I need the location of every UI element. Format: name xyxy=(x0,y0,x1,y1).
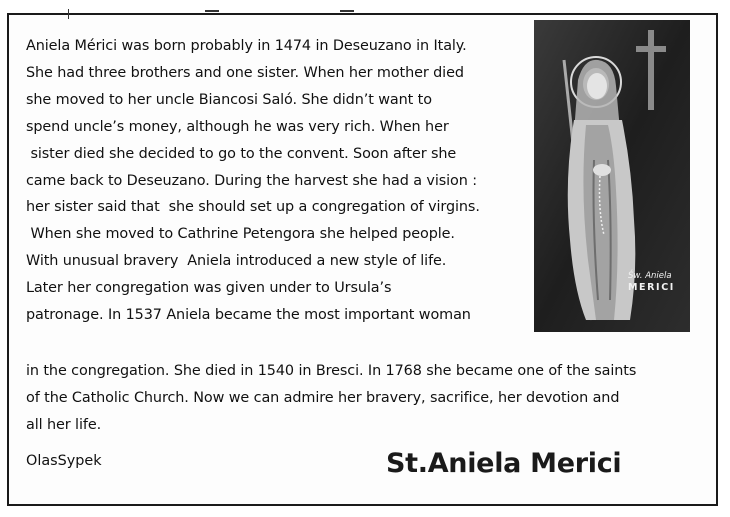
article-line: in the congregation. She died in 1540 in Bresci. In 1768 she became one of the saints xyxy=(26,363,637,379)
portrait-caption-name: Św. Aniela xyxy=(628,271,672,281)
article-line: she moved to her uncle Biancosi Saló. She didn’t want to xyxy=(26,91,432,108)
article-body-continued xyxy=(26,358,706,439)
article-line: came back to Deseuzano. During the harvest she had a vision : xyxy=(26,172,477,189)
article-title: St.Aniela Merici xyxy=(386,448,622,479)
article-line: her sister said that she should set up a congregation of virgins. xyxy=(26,199,480,216)
portrait-caption-surname: MERICI xyxy=(628,282,675,293)
saint-portrait-image xyxy=(534,20,690,332)
article-line: Aniela Mérici was born probably in 1474 in Deseuzano in Italy. xyxy=(26,38,467,54)
portrait-caption xyxy=(628,270,688,294)
article-line: all her life. xyxy=(26,416,102,433)
article-body xyxy=(26,33,526,329)
scan-mark xyxy=(68,9,69,19)
article-line: When she moved to Cathrine Petengora she helped people. xyxy=(26,226,455,243)
scan-mark xyxy=(340,10,354,12)
article-line: spend uncle’s money, although he was very rich. When her xyxy=(26,118,449,135)
author-name: OlasSypek xyxy=(26,453,102,469)
article-line: of the Catholic Church. Now we can admire her bravery, sacrifice, her devotion and xyxy=(26,389,620,406)
article-line: With unusual bravery Aniela introduced a new style of life. xyxy=(26,253,447,270)
article-line: sister died she decided to go to the convent. Soon after she xyxy=(26,145,457,162)
article-line: She had three brothers and one sister. When her mother died xyxy=(26,64,464,81)
scan-mark xyxy=(205,10,219,12)
article-line: Later her congregation was given under to Ursula’s xyxy=(26,280,392,297)
article-line: patronage. In 1537 Aniela became the most important woman xyxy=(26,307,471,324)
